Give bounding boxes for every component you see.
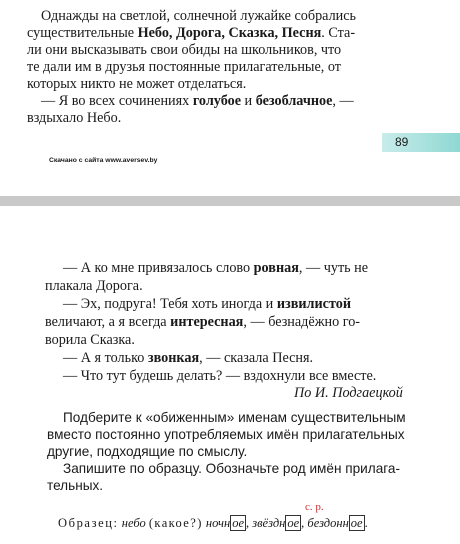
text-line: ли они высказывать свои обиды на школьников, что xyxy=(27,42,342,58)
text-line: — А ко мне привязалось слово ровная, — чуть не xyxy=(63,260,369,276)
author: По И. Подгаецкой xyxy=(294,385,403,401)
sample-line: Образец: небо (какое?) ночн ое , звёздн ое , бездонн ое . xyxy=(58,516,368,530)
text-line: — Эх, подруга! Тебя хоть иногда и извилистой xyxy=(63,296,352,312)
text-line: — Я во всех сочинениях голубое и безоблачное, — xyxy=(41,93,354,109)
gender-mark: с. р. xyxy=(305,501,324,513)
page-number: 89 xyxy=(395,135,409,149)
source-note: Скачано с сайта www.aversev.by xyxy=(49,157,158,164)
top-page-fragment xyxy=(0,0,460,196)
task-line: другие, подходящие по смыслу. xyxy=(47,444,248,459)
text-line: — Что тут будешь делать? — вздохнули все вместе. xyxy=(63,368,377,384)
task-line: вместо постоянно употребляемых имён прилагательных xyxy=(47,427,405,442)
text-line: — А я только звонкая, — сказала Песня. xyxy=(63,350,314,366)
task-line: Запишите по образцу. Обозначьте род имён прилага- xyxy=(63,461,401,476)
text-line: величают, а я всегда интересная, — безнадёжно го- xyxy=(45,314,361,330)
task-line: тельных. xyxy=(47,478,104,493)
page-number-strip xyxy=(382,133,460,152)
text-line: Однажды на светлой, солнечной лужайке собрались xyxy=(41,8,357,24)
text-line: ворила Сказка. xyxy=(45,332,135,348)
text-line: вздыхало Небо. xyxy=(27,110,122,126)
task-line: Подберите к «обиженным» именам существительным xyxy=(63,410,406,425)
text-line: которых никто не может отделаться. xyxy=(27,76,247,92)
text-line: те дали им в друзья постоянные прилагательные, от xyxy=(27,59,341,75)
page-divider xyxy=(0,196,460,206)
text-line: плакала Дорога. xyxy=(45,278,143,294)
text-line: существительные Небо, Дорога, Сказка, Песня. Ста- xyxy=(27,25,356,41)
